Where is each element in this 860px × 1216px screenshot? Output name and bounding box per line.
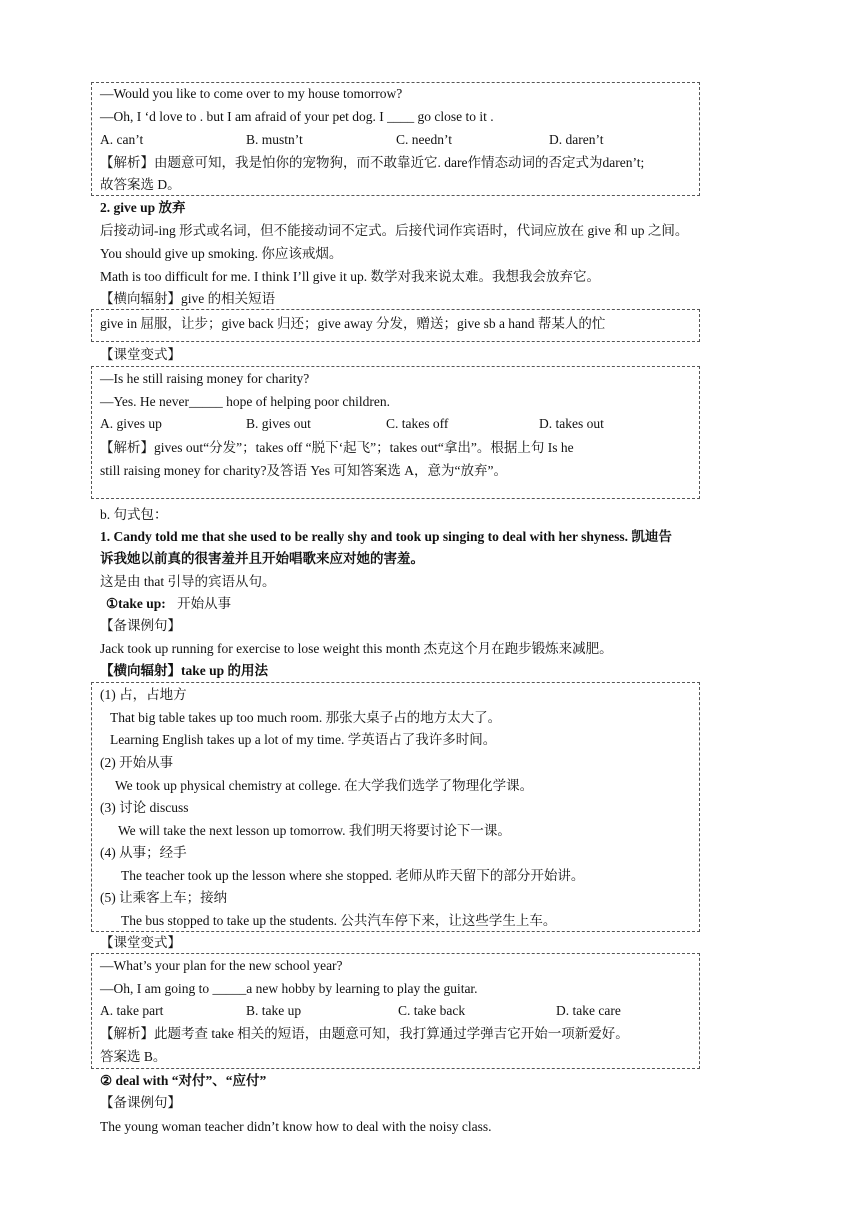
key-sentence-translation: 诉我她以前真的很害羞并且开始唱歌来应对她的害羞。 <box>100 551 424 566</box>
analysis-text: 【解析】此题考查 take 相关的短语，由题意可知，我打算通过学弹吉它开始一项新爱好。 <box>100 1026 629 1041</box>
example-label: 【备课例句】 <box>100 618 181 633</box>
usage-heading: (3) 讨论 discuss <box>100 800 189 815</box>
usage-example: We took up physical chemistry at college. 在大学我们选学了物理化学课。 <box>115 778 534 793</box>
option-c: C. needn’t <box>396 132 452 147</box>
usage-heading: (2) 开始从事 <box>100 755 174 770</box>
question-line: —What’s your plan for the new school year? <box>100 958 343 973</box>
example-sentence: The young woman teacher didn’t know how to deal with the noisy class. <box>100 1119 492 1134</box>
option-d: D. takes out <box>539 416 604 431</box>
analysis-text: 【解析】gives out“分发”；takes off “脱下‘起飞”；takes out“拿出”。根据上句 Is he <box>100 440 574 455</box>
analysis-text: still raising money for charity?及答语 Yes 可知答案选 A，意为“放弃”。 <box>100 463 507 478</box>
question-line: —Oh, I am going to _____a new hobby by learning to play the guitar. <box>100 981 478 996</box>
usage-heading: (4) 从事；经手 <box>100 845 187 860</box>
option-c: C. take back <box>398 1003 466 1018</box>
usage-example: The teacher took up the lesson where she stopped. 老师从昨天留下的部分开始讲。 <box>121 868 585 883</box>
radiation-label: 【横向辐射】take up 的用法 <box>100 663 269 678</box>
question-line: —Is he still raising money for charity? <box>100 371 310 386</box>
option-d: D. take care <box>556 1003 621 1018</box>
example-label: 【备课例句】 <box>100 1095 181 1110</box>
analysis-text: 【解析】由题意可知，我是怕你的宠物狗，而不敢靠近它. dare作情态动词的否定式为daren’t; <box>100 155 645 170</box>
option-a: A. can’t <box>100 132 144 147</box>
variant-label: 【课堂变式】 <box>100 935 181 950</box>
key-sentence: 1. Candy told me that she used to be really shy and took up singing to deal with her shyness. 凯迪告 <box>100 529 672 544</box>
option-d: D. daren’t <box>549 132 604 147</box>
usage-example: Learning English takes up a lot of my time. 学英语占了我许多时间。 <box>110 732 497 747</box>
phrase-meaning: 开始从事 <box>177 596 232 611</box>
option-c: C. takes off <box>386 416 449 431</box>
radiation-label: 【横向辐射】give 的相关短语 <box>100 291 276 306</box>
phrase-term: ①take up: <box>106 596 166 611</box>
pattern-label: b. 句式包： <box>100 507 168 522</box>
question-line: —Would you like to come over to my house tomorrow? <box>100 86 403 101</box>
usage-example: That big table takes up too much room. 那张大桌子占的地方太大了。 <box>110 710 502 725</box>
example-sentence: You should give up smoking. 你应该戒烟。 <box>100 246 343 261</box>
question-line: —Yes. He never_____ hope of helping poor children. <box>100 394 390 409</box>
option-b: B. mustn’t <box>246 132 303 147</box>
option-b: B. gives out <box>246 416 311 431</box>
phrases-text: give in 屈服，让步；give back 归还；give away 分发，赠送；give sb a hand 帮某人的忙 <box>100 316 606 331</box>
usage-example: We will take the next lesson up tomorrow. 我们明天将要讨论下一课。 <box>118 823 511 838</box>
usage-heading: (5) 让乘客上车；接纳 <box>100 890 228 905</box>
example-sentence: Math is too difficult for me. I think I’ll give it up. 数学对我来说太难。我想我会放弃它。 <box>100 269 600 284</box>
analysis-text: 故答案选 D。 <box>100 177 181 192</box>
analysis-text: 答案选 B。 <box>100 1049 167 1064</box>
example-sentence: Jack took up running for exercise to lose weight this month 杰克这个月在跑步锻炼来减肥。 <box>100 641 613 656</box>
variant-label: 【课堂变式】 <box>100 347 181 362</box>
grammar-note: 这是由 that 引导的宾语从句。 <box>100 574 276 589</box>
option-a: A. gives up <box>100 416 162 431</box>
usage-heading: (1) 占，占地方 <box>100 687 187 702</box>
option-a: A. take part <box>100 1003 164 1018</box>
question-line: —Oh, I ‘d love to . but I am afraid of your pet dog. I ____ go close to it . <box>100 109 494 124</box>
phrase-heading <box>106 594 231 614</box>
paragraph: 后接动词-ing 形式或名词，但不能接动词不定式。后接代词作宾语时，代词应放在 give 和 up 之间。 <box>100 223 689 238</box>
usage-example: The bus stopped to take up the students. 公共汽车停下来，让这些学生上车。 <box>121 913 557 928</box>
section-heading: 2. give up 放弃 <box>100 200 186 215</box>
phrase-heading: ② deal with “对付”、“应付” <box>100 1073 267 1088</box>
option-b: B. take up <box>246 1003 302 1018</box>
